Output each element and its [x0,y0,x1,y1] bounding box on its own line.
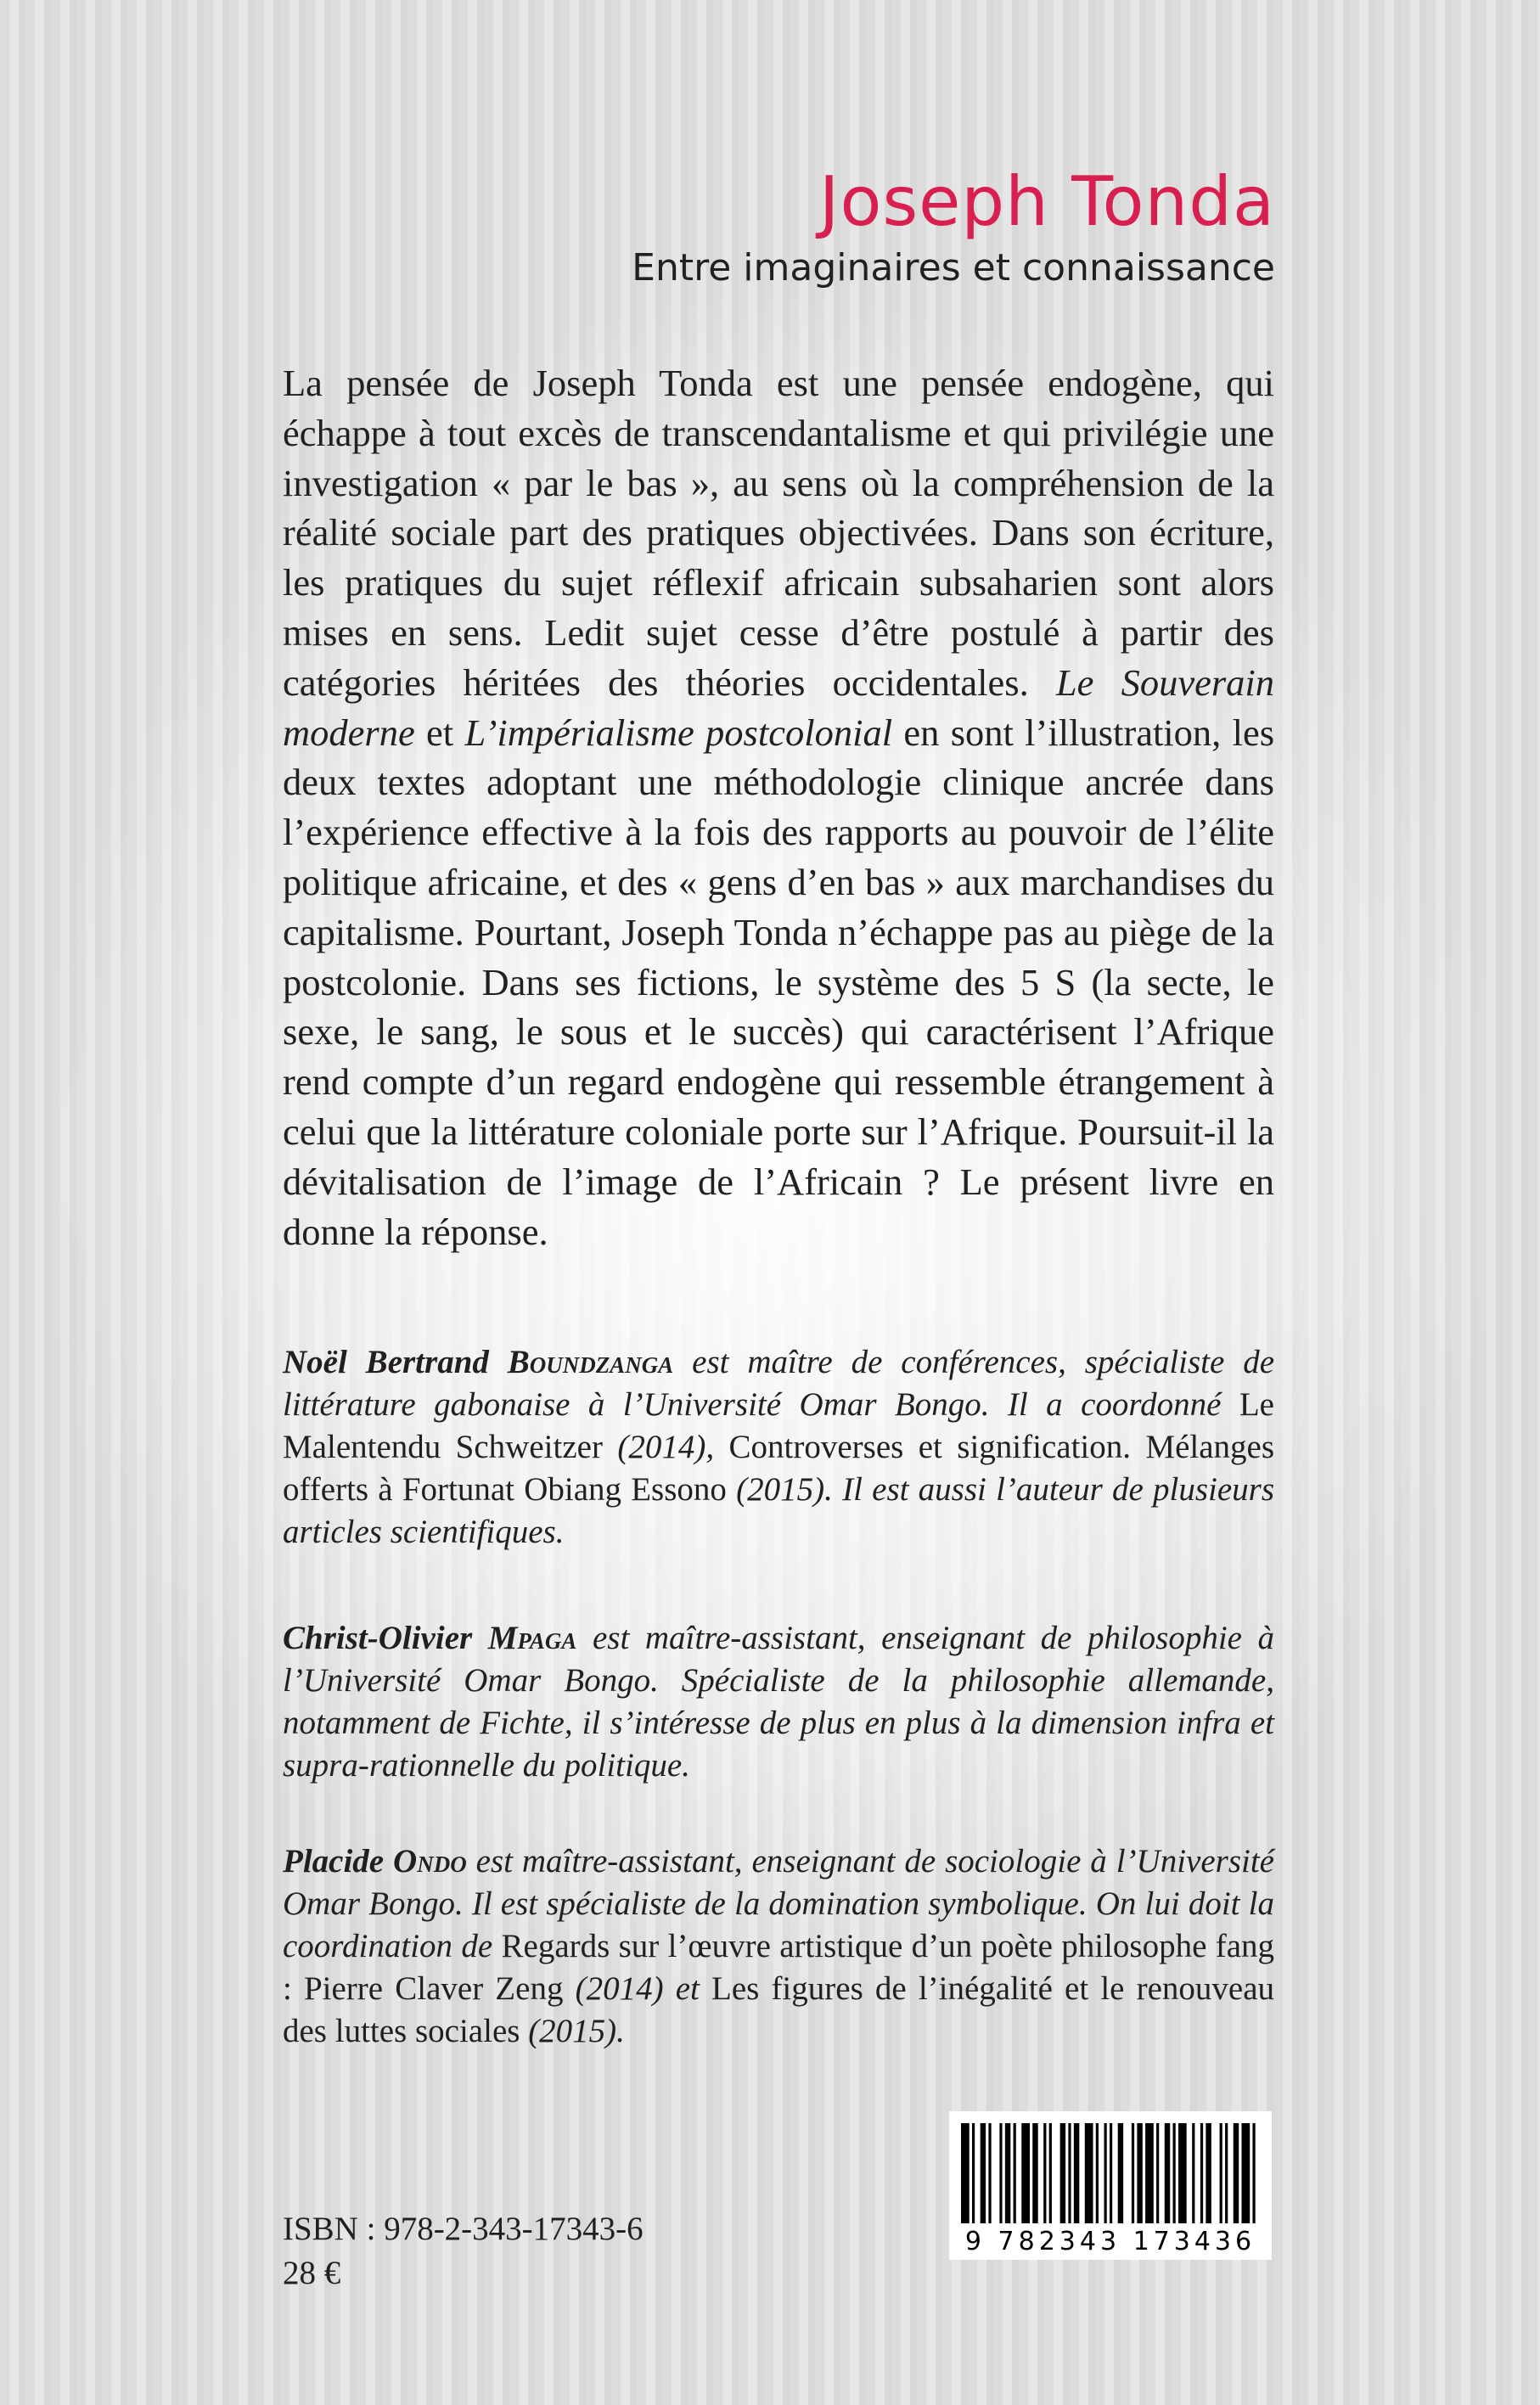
bio-work-title: Les figures de l’inégalité et le renouveau des luttes sociales [283,1970,1275,2049]
author-last-name: Ondo [393,1843,467,1880]
bio-text: est maître de conférences, spécialiste de littérature gabonaise à l’Université Omar Bongo. Il a coordonné [283,1344,1274,1423]
price: 28 € [283,2255,341,2291]
barcode-bar [1145,2123,1154,2223]
barcode-bar [1104,2123,1106,2223]
bio-text: est maître-assistant, enseignant de philosophie à l’Université Omar Bongo. Spécialiste de la philosophie allemande, notamment de Fichte, il s’intéresse de plus en plus à la dimension infra et supra-rationnelle du politique. [283,1620,1275,1784]
barcode-digits: 9 782343 173436 [964,2227,1256,2256]
barcode-bar [1110,2123,1112,2223]
author-first-name: Noël Bertrand [283,1344,489,1380]
barcode-bar [999,2123,1002,2223]
header [632,162,1275,289]
barcode-bar [1200,2123,1203,2223]
blurb-and: et [426,711,454,754]
barcode-bar [1032,2123,1037,2223]
bio-text: (2014) et [575,1970,700,2007]
barcode-bar [1096,2123,1099,2223]
barcode-bar [1118,2123,1123,2223]
barcode-bar [1049,2123,1052,2223]
barcode-bar [1068,2123,1071,2223]
barcode-bar [1132,2123,1134,2223]
barcode-bar [1178,2123,1187,2223]
barcode-bar [1220,2123,1222,2223]
barcode-bar [1005,2123,1010,2223]
barcode-bar [1021,2123,1030,2223]
barcode-bar [1060,2123,1065,2223]
barcode-bar [1172,2123,1175,2223]
bio-work-title: Regards sur l’œuvre artistique d’un poète philosophe fang : Pierre Claver Zeng [283,1928,1275,2007]
author-first-name: Placide [283,1843,385,1880]
barcode-bar [1165,2123,1170,2223]
barcode-bar [1014,2123,1016,2223]
blurb-text-2: en sont l’illustration, les deux textes adoptant une méthodologie clinique ancrée dans l’expérience effective à la fois des rapports au pouvoir de l’élite politique africaine, et des « gens d’en bas » aux marchandises du capitalisme. Pourtant, Joseph Tonda n’échappe pas au piège de la postcolonie. Dans ses fictions, le système des 5 S (la secte, le sexe, le sang, le sous et le succès) qui caractérisent l’Afrique rend compte d’un regard endogène qui ressemble étrangement à celui que la littérature coloniale porte sur l’Afrique. Poursuit-il la dévitalisation de l’image de l’Africain ? Le présent livre en donne la réponse. [283,711,1275,1253]
isbn-block [283,2207,644,2295]
author-last-name: Boundzanga [507,1344,674,1380]
isbn-number: ISBN : 978-2-343-17343-6 [283,2211,644,2247]
blurb-work-2: L’impérialisme postcolonial [464,711,893,754]
barcode-bar [1043,2123,1046,2223]
barcode-bar [1085,2123,1093,2223]
barcode-bar [1156,2123,1159,2223]
barcode-bar [1241,2123,1250,2223]
bio-text: (2015). Il est aussi l’auteur de plusieurs articles scientifiques. [283,1471,1275,1550]
barcode-bar [1074,2123,1079,2223]
barcode-bar [1206,2123,1211,2223]
author-bio-ondo [283,1840,1274,2053]
blurb-paragraph [283,358,1274,1256]
barcode-bar [972,2123,975,2223]
author-first-name: Christ-Olivier [283,1620,473,1656]
bio-text: (2014), [617,1429,715,1465]
book-subtitle: Entre imaginaires et connaissance [632,246,1275,289]
barcode-bar [1137,2123,1142,2223]
author-bio-boundzanga [283,1341,1274,1554]
barcode-bar [988,2123,991,2223]
barcode-bars [959,2123,1262,2223]
bio-work-title: Controverses et signification. Mélanges offerts à Fortunat Obiang Essono [283,1429,1275,1508]
blurb-text-1: La pensée de Joseph Tonda est une pensée endogène, qui échappe à tout excès de transcendantalisme et qui privilégie une investigation « par le bas », au sens où la compréhension de la réalité sociale part des pratiques objectivées. Dans son écriture, les pratiques du sujet réflexif africain subsaharien sont alors mises en sens. Ledit sujet cesse d’être postulé à partir des catégories héritées des théories occidentales. [283,362,1274,704]
barcode-bar [981,2123,986,2223]
bio-work-title: Le Malentendu Schweitzer [283,1386,1274,1465]
barcode-bar [961,2123,970,2223]
bio-text: est maître-assistant, enseignant de sociologie à l’Université Omar Bongo. Il est spécialiste de la domination symbolique. On lui doit la coordination de [283,1843,1274,1964]
barcode-bar [1234,2123,1239,2223]
barcode-bar [1252,2123,1255,2223]
bio-text: (2015). [528,2013,625,2049]
barcode-bar [1225,2123,1228,2223]
book-title: Joseph Tonda [818,162,1275,241]
author-last-name: Mpaga [487,1620,577,1656]
barcode [949,2111,1272,2260]
barcode-bar [1192,2123,1194,2223]
blurb-work-1: Le Souverain moderne [283,660,1275,754]
author-bio-mpaga [283,1617,1274,1787]
